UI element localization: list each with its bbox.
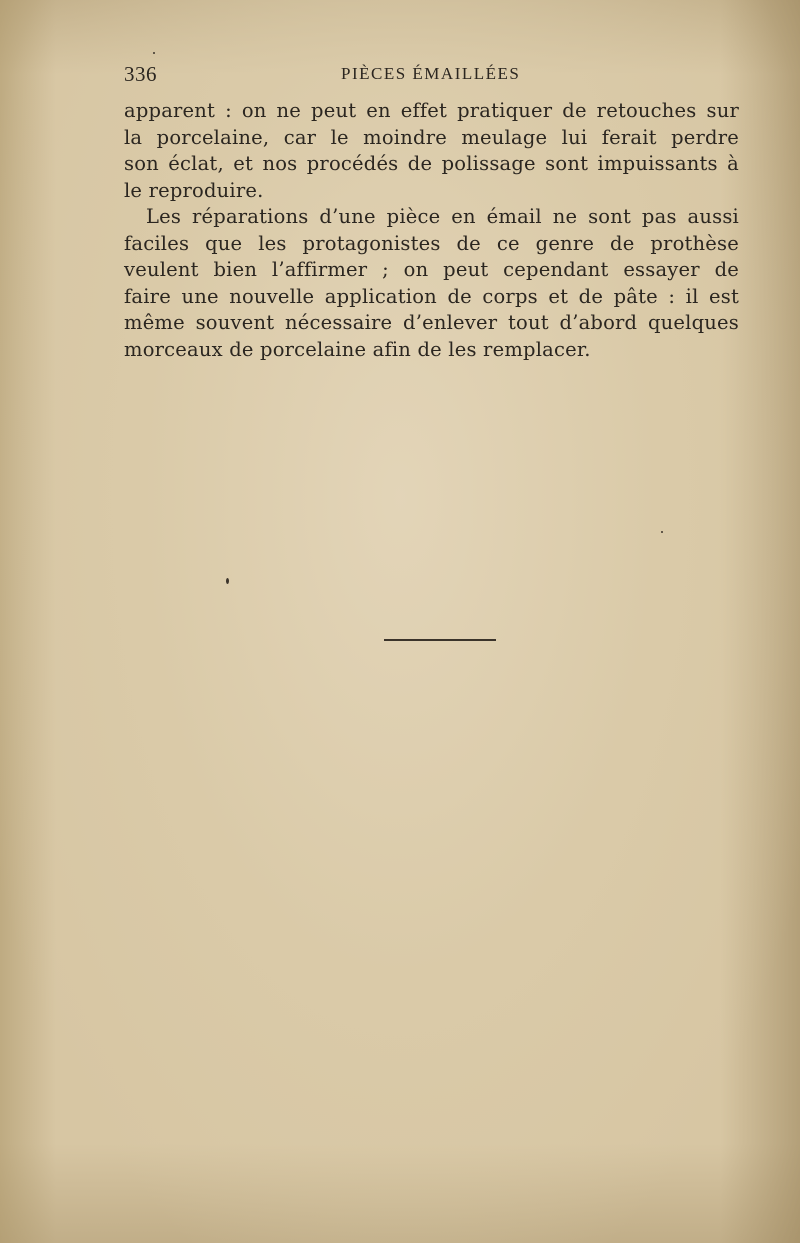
text-line: la porcelaine, car le moindre meulage lui ferait perdre xyxy=(124,125,739,149)
text-line: Les réparations d’une pièce en émail ne sont pas aussi xyxy=(146,205,739,228)
ink-speck xyxy=(226,578,229,584)
text-line: même souvent nécessaire d’enlever tout d’abord quelques xyxy=(124,311,739,334)
page-number: 336 xyxy=(124,62,157,86)
text-line: apparent : on ne peut en effet pratiquer de retouches sur xyxy=(124,99,739,122)
ink-speck xyxy=(661,531,663,533)
paragraph-1 xyxy=(124,98,739,204)
text-line: faire une nouvelle application de corps et de pâte : il est xyxy=(124,284,739,308)
paragraph-2 xyxy=(124,204,739,363)
text-line: veulent bien l’affirmer ; on peut cependant essayer de xyxy=(124,258,739,281)
ink-speck xyxy=(153,52,155,54)
text-line: faciles que les protagonistes de ce genre de prothèse xyxy=(124,231,739,255)
running-title: PIÈCES ÉMAILLÉES xyxy=(341,64,521,83)
text-line: son éclat, et nos procédés de polissage sont impuissants à xyxy=(124,152,739,175)
running-head xyxy=(124,62,738,92)
text-line: morceaux de porcelaine afin de les remplacer. xyxy=(124,337,591,361)
body-text xyxy=(124,98,739,363)
text-line: le reproduire. xyxy=(124,178,264,202)
end-of-chapter-rule xyxy=(384,639,496,641)
